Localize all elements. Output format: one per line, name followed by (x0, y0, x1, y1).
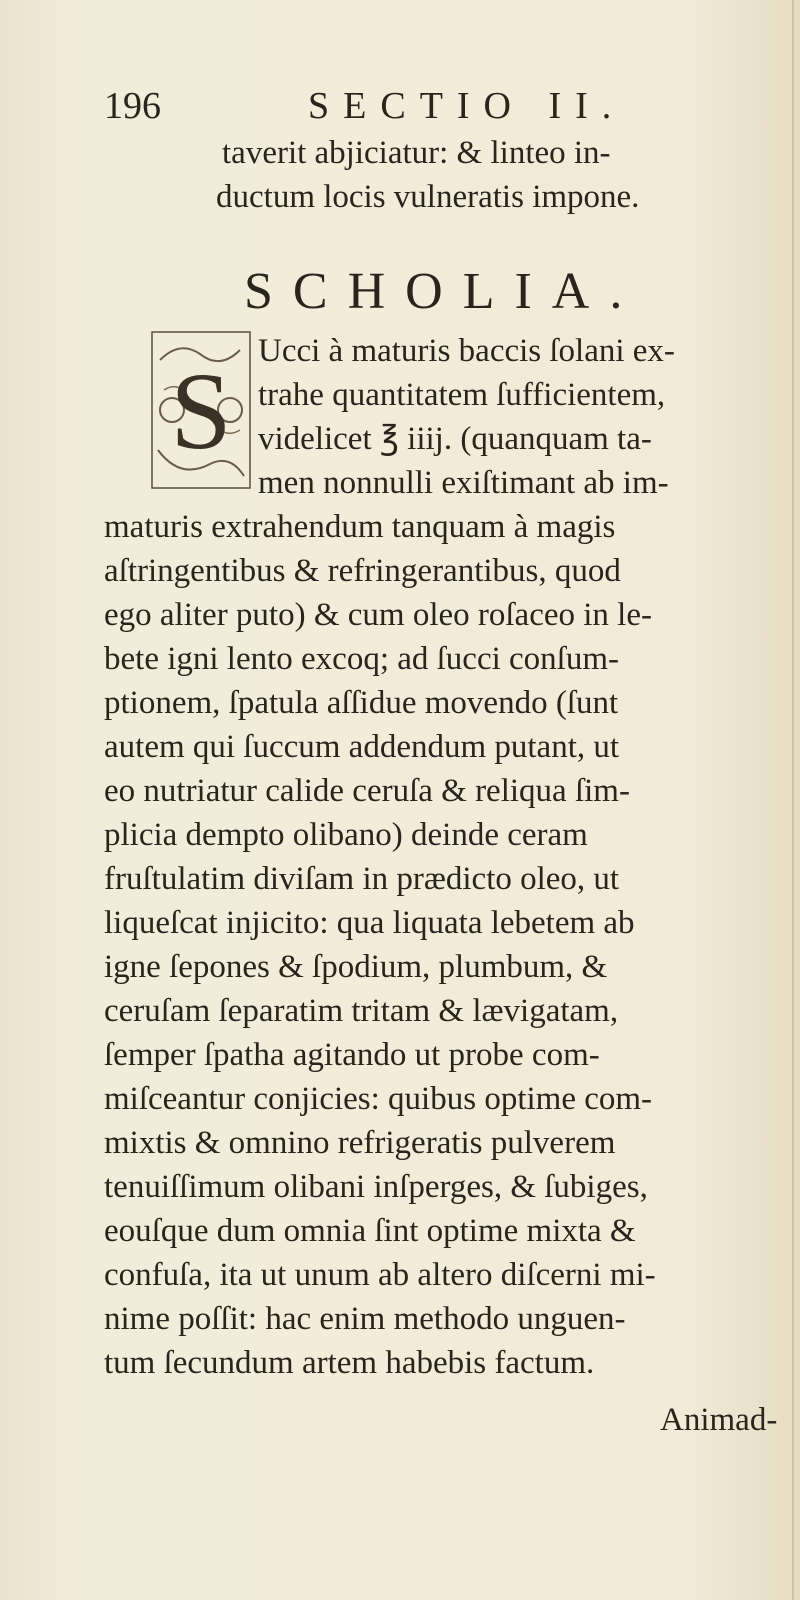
text-line: videlicet ℥ iiij. (quanquam ta- (258, 421, 652, 457)
page-number: 196 (104, 85, 161, 127)
text-line: igne ſepones & ſpodium, plumbum, & (104, 949, 608, 985)
text-line: Ucci à maturis baccis ſolani ex- (258, 333, 675, 369)
text-line: tenuiſſimum olibani inſperges, & ſubiges, (104, 1169, 648, 1205)
drop-cap-letter: S (170, 350, 232, 472)
text-line: taverit abjiciatur: & linteo in- (222, 135, 611, 171)
text-line: bete igni lento excoq; ad ſucci conſum- (104, 641, 619, 677)
text-line: confuſa, ita ut unum ab altero diſcerni mi- (104, 1257, 656, 1293)
text-line: ego aliter puto) & cum oleo roſaceo in le- (104, 597, 652, 633)
text-line: tum ſecundum artem habebis factum. (104, 1345, 595, 1381)
text-line: ceruſam ſeparatim tritam & lævigatam, (104, 993, 619, 1029)
text-line: men nonnulli exiſtimant ab im- (258, 465, 669, 501)
text-line: fruſtulatim diviſam in prædicto oleo, ut (104, 861, 620, 897)
running-header (104, 84, 664, 134)
text-line: nime poſſit: hac enim methodo unguen- (104, 1301, 626, 1337)
text-line: ductum locis vulneratis impone. (216, 179, 640, 215)
text-line: ptionem, ſpatula aſſidue movendo (ſunt (104, 685, 619, 721)
text-line: eo nutriatur calide ceruſa & reliqua ſim- (104, 773, 630, 809)
text-line: autem qui ſuccum addendum putant, ut (104, 729, 620, 765)
ornamental-initial-icon (150, 330, 252, 490)
text-line: maturis extrahendum tanquam à magis (104, 509, 616, 545)
section-title: SECTIO II. (308, 85, 626, 127)
text-line: miſceantur conjicies: quibus optime com- (104, 1081, 653, 1117)
text-line: plicia dempto olibano) deinde ceram (104, 817, 588, 853)
text-line: aſtringentibus & refringerantibus, quod (104, 553, 621, 589)
page-edge (792, 0, 794, 1600)
text-line: ſemper ſpatha agitando ut probe com- (104, 1037, 600, 1073)
catchword: Animad- (660, 1402, 778, 1438)
text-line: liqueſcat injicito: qua liquata lebetem ab (104, 905, 635, 941)
text-line: mixtis & omnino refrigeratis pulverem (104, 1125, 616, 1161)
text-line: trahe quantitatem ſufficientem, (258, 377, 666, 413)
scholia-heading: SCHOLIA. (244, 263, 643, 320)
text-line: eouſque dum omnia ſint optime mixta & (104, 1213, 636, 1249)
